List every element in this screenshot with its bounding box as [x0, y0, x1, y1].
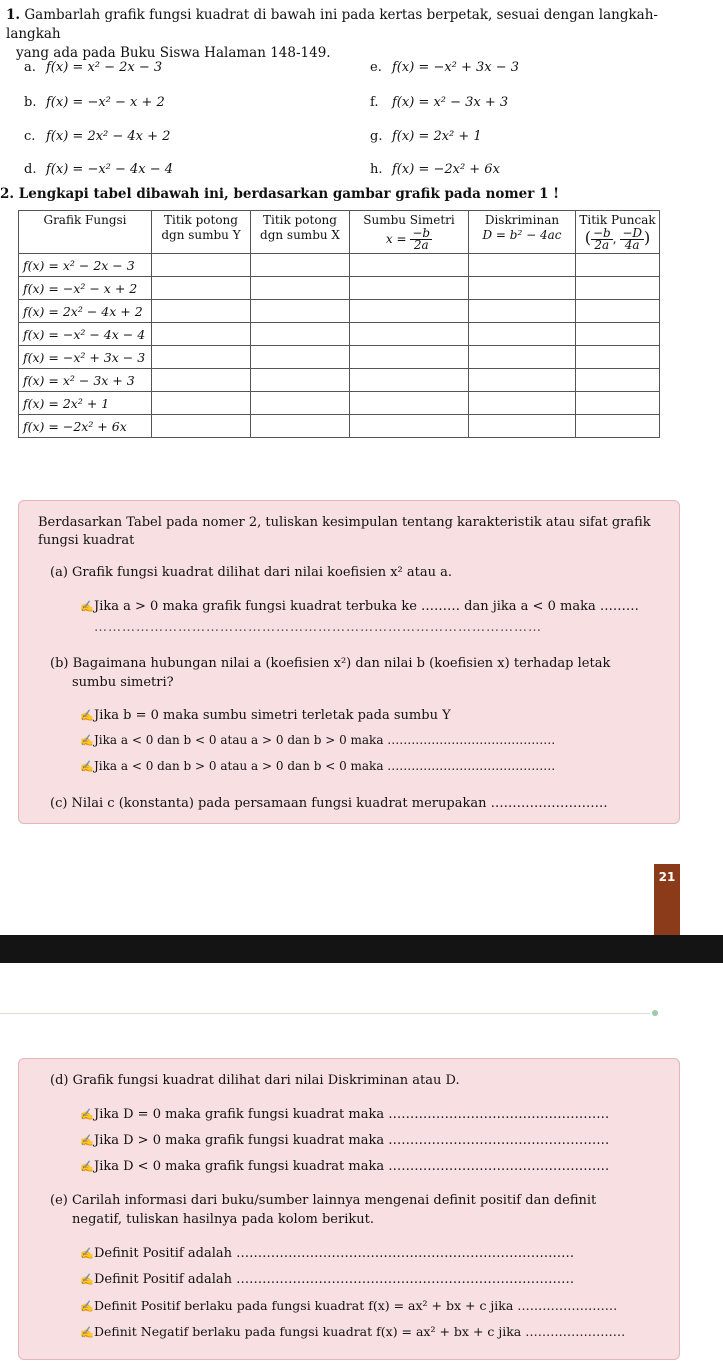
item-d-line1: ✍Jika D = 0 maka grafik fungsi kuadrat maka …………………………………………… [80, 1107, 610, 1122]
item-e-title-line2: negatif, tuliskan hasilnya pada kolom berikut. [72, 1212, 374, 1227]
table-row: f(x) = x² − 3x + 3 [19, 369, 660, 392]
table-row: f(x) = −2x² + 6x [19, 415, 660, 438]
item-d-line3: ✍Jika D < 0 maka grafik fungsi kuadrat maka …………………………………………… [80, 1159, 610, 1174]
characteristics-table [18, 210, 660, 438]
box1-intro-line2: fungsi kuadrat [38, 533, 135, 548]
header-sumbu-simetri: Sumbu Simetri x = $\frac{-b}{2a}$ [350, 211, 469, 254]
option-f: f. f(x) = x² − 3x + 3 [370, 95, 509, 110]
table-header-row [19, 211, 660, 254]
item-b-line1: ✍Jika b = 0 maka sumbu simetri terletak pada sumbu Y [80, 708, 451, 723]
pen-icon: ✍ [80, 760, 94, 773]
question-1-text-line1: Gambarlah grafik fungsi kuadrat di bawah ini pada kertas berpetak, sesuai dengan langkah-langkah [6, 7, 658, 42]
option-g: g. f(x) = 2x² + 1 [370, 129, 482, 144]
item-b-title-line2: sumbu simetri? [72, 675, 174, 690]
item-d-line2: ✍Jika D > 0 maka grafik fungsi kuadrat maka …………………………………………… [80, 1133, 610, 1148]
pen-icon: ✍ [80, 1134, 94, 1147]
table-row: f(x) = x² − 2x − 3 [19, 254, 660, 277]
divider-dot [652, 1010, 658, 1016]
table-row: f(x) = −x² − x + 2 [19, 277, 660, 300]
item-c-line[interactable]: (c) Nilai c (konstanta) pada persamaan fungsi kuadrat merupakan ……………………… [50, 796, 608, 811]
pen-icon: ✍ [80, 1326, 94, 1339]
table-row: f(x) = 2x² − 4x + 2 [19, 300, 660, 323]
item-b-line3: ✍Jika a < 0 dan b > 0 atau a > 0 dan b < 0 maka …………………………………… [80, 757, 555, 776]
question-1-text-line2: yang ada pada Buku Siswa Halaman 148-149. [16, 45, 331, 61]
option-a: a. f(x) = x² − 2x − 3 [24, 60, 163, 75]
item-e-line4: ✍Definit Negatif berlaku pada fungsi kuadrat f(x) = ax² + bx + c jika …………………… [80, 1322, 625, 1342]
item-e-title-line1: (e) Carilah informasi dari buku/sumber lainnya mengenai definit positif dan definit [50, 1193, 597, 1208]
page-separator-band [0, 935, 723, 963]
item-b-line2: ✍Jika a < 0 dan b < 0 atau a > 0 dan b > 0 maka …………………………………… [80, 731, 555, 750]
pen-icon: ✍ [80, 1247, 94, 1260]
question-1 [6, 6, 706, 63]
item-d-title: (d) Grafik fungsi kuadrat dilihat dari nilai Diskriminan atau D. [50, 1073, 460, 1088]
question-1-number: 1. [6, 7, 21, 23]
option-d: d. f(x) = −x² − 4x − 4 [24, 162, 174, 177]
pen-icon: ✍ [80, 709, 94, 722]
header-titik-potong-y: Titik potong dgn sumbu Y [152, 211, 251, 254]
item-a-line1: ✍Jika a > 0 maka grafik fungsi kuadrat terbuka ke ……… dan jika a < 0 maka ……… [80, 599, 639, 614]
table-row: f(x) = −x² − 4x − 4 [19, 323, 660, 346]
item-a-line2[interactable]: …………………………………………………………………………………… [94, 620, 542, 635]
pen-icon: ✍ [80, 1160, 94, 1173]
divider-line [0, 1013, 650, 1014]
pen-icon: ✍ [80, 1273, 94, 1286]
item-e-line3: ✍Definit Positif berlaku pada fungsi kuadrat f(x) = ax² + bx + c jika …………………… [80, 1296, 617, 1316]
table-row: f(x) = −x² + 3x − 3 [19, 346, 660, 369]
fraction-neg-b-over-2a: $\frac{-b}{2a}$ [412, 226, 431, 252]
option-b: b. f(x) = −x² − x + 2 [24, 95, 165, 110]
header-titik-puncak: Titik Puncak ( $\frac{-b}{2a}$ , $\frac{-D}{4a}$ ) [576, 211, 660, 254]
pen-icon: ✍ [80, 734, 94, 747]
option-c: c. f(x) = 2x² − 4x + 2 [24, 129, 171, 144]
item-e-line1: ✍Definit Positif adalah …………………………………………………………………… [80, 1246, 575, 1261]
pen-icon: ✍ [80, 1108, 94, 1121]
header-grafik-fungsi: Grafik Fungsi [19, 211, 152, 254]
item-e-line2: ✍Definit Positif adalah …………………………………………………………………… [80, 1272, 575, 1287]
item-b-title-line1: (b) Bagaimana hubungan nilai a (koefisien x²) dan nilai b (koefisien x) terhadap letak [50, 656, 611, 671]
page-number: 21 [654, 864, 680, 936]
box1-intro-line1: Berdasarkan Tabel pada nomer 2, tuliskan kesimpulan tentang karakteristik atau sifat grafik [38, 515, 651, 530]
header-titik-potong-x: Titik potong dgn sumbu X [251, 211, 350, 254]
item-a-title: (a) Grafik fungsi kuadrat dilihat dari nilai koefisien x² atau a. [50, 565, 453, 580]
pen-icon: ✍ [80, 600, 94, 613]
option-e: e. f(x) = −x² + 3x − 3 [370, 60, 520, 75]
question-2-title: 2. Lengkapi tabel dibawah ini, berdasarkan gambar grafik pada nomer 1 ! [0, 186, 560, 202]
table-row: f(x) = 2x² + 1 [19, 392, 660, 415]
pen-icon: ✍ [80, 1300, 94, 1313]
option-h: h. f(x) = −2x² + 6x [370, 162, 500, 177]
header-diskriminan: Diskriminan D = b² − 4ac [469, 211, 576, 254]
